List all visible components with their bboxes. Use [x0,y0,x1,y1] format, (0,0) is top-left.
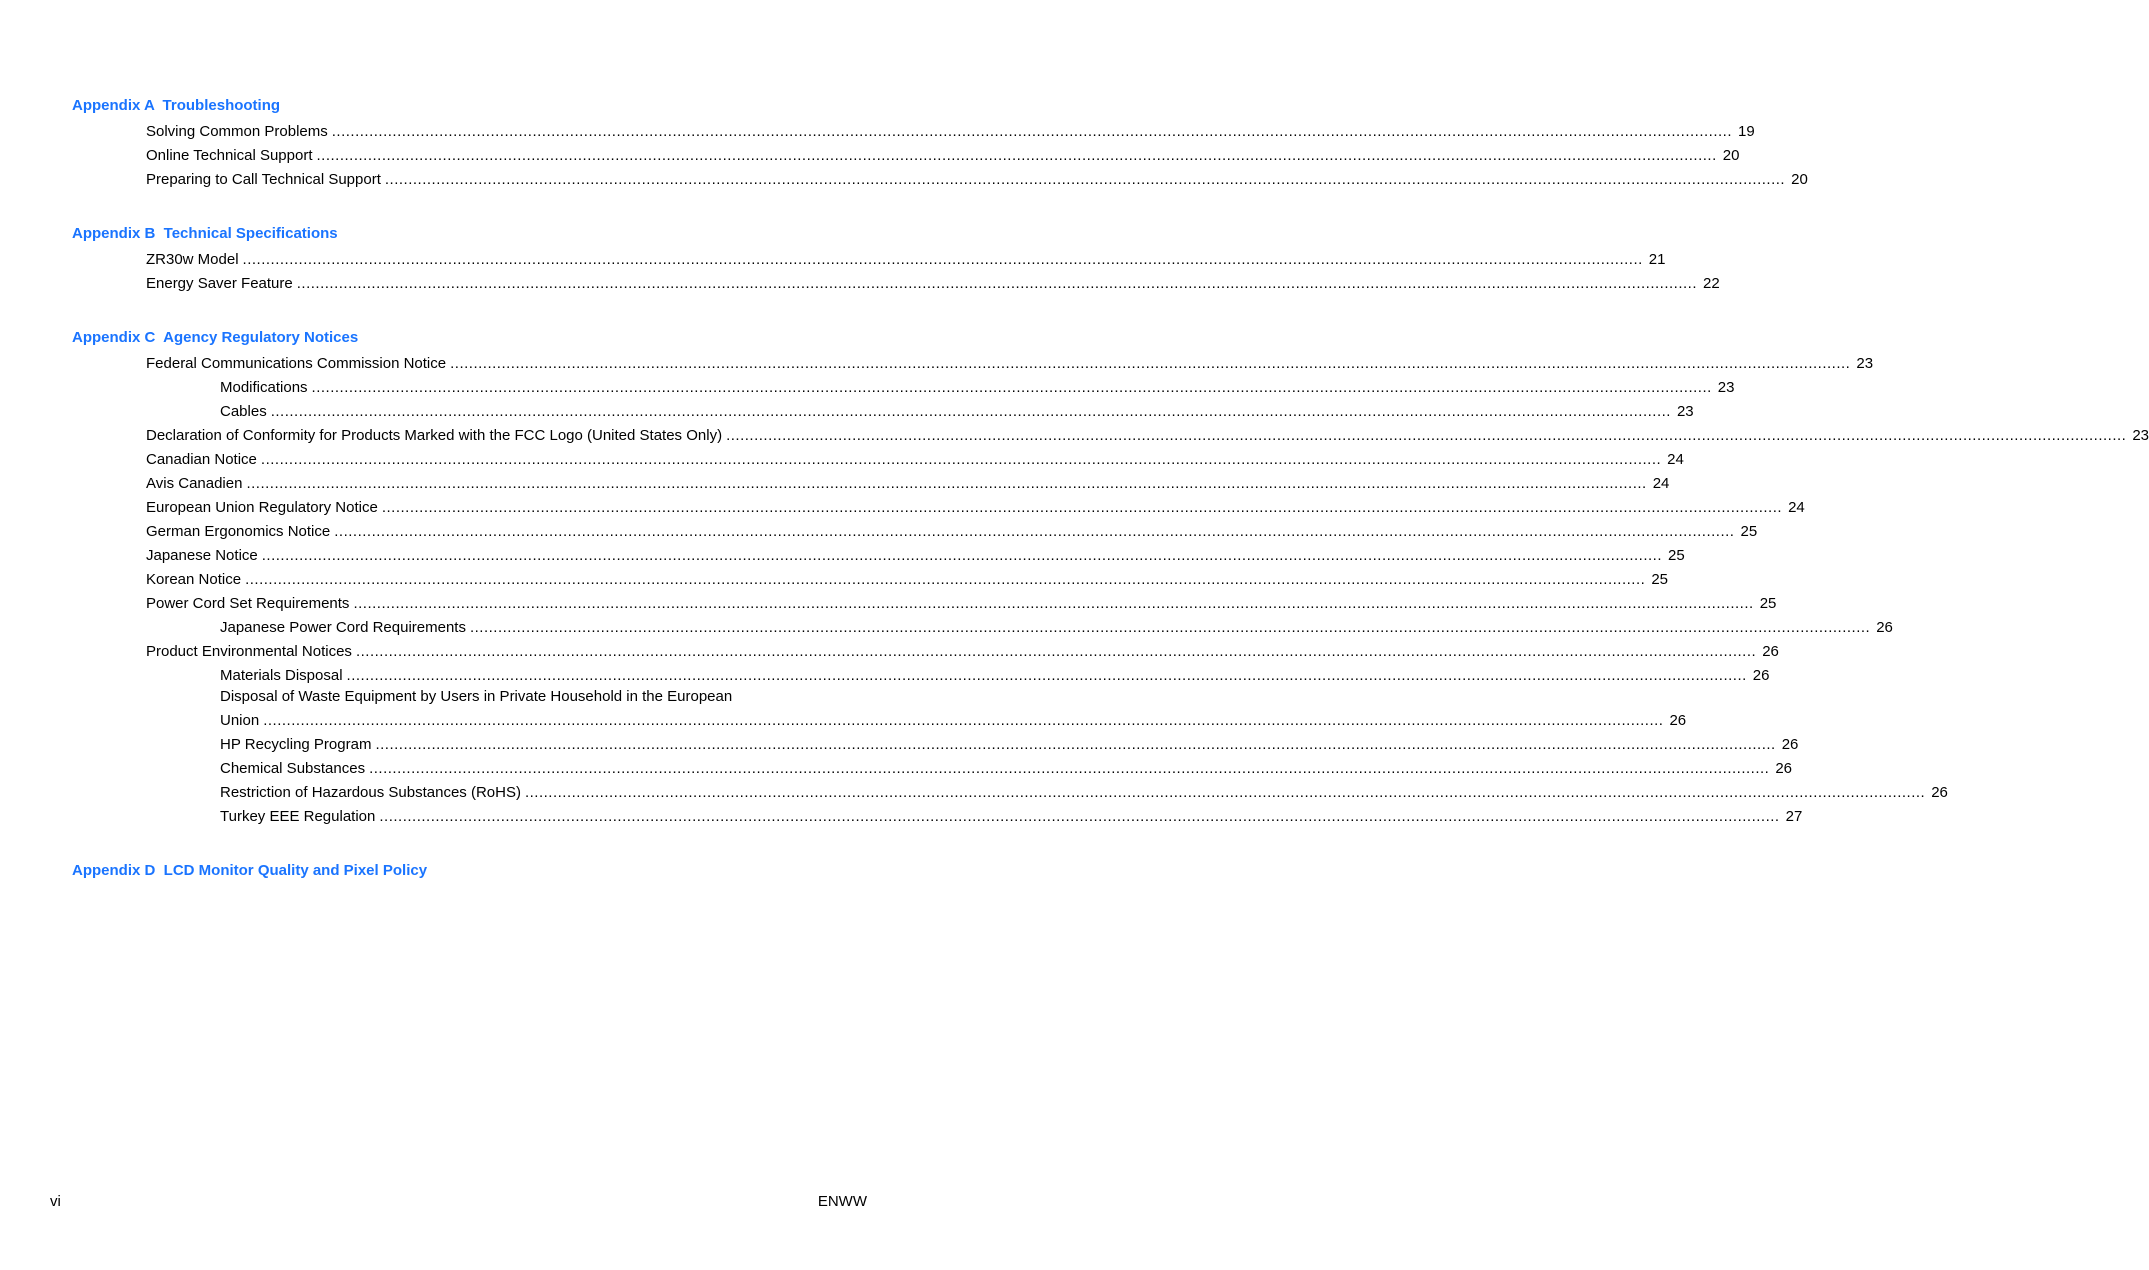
toc-entry-link[interactable] [146,640,1779,664]
toc-entry-title: Online Technical Support [146,144,317,168]
appendix-title-link[interactable]: Appendix B Technical Specifications [72,225,338,242]
toc-entry-title: Materials Disposal [220,664,347,688]
appendix-section [72,861,867,881]
dot-leader: ............................................................................................................................................................................................................................................................................................................ [726,427,2127,444]
appendix-section [72,96,1808,192]
toc-page-number: 26 [1776,733,1799,757]
toc-entry-title: Disposal of Waste Equipment by Users in Private Household in the European [220,688,733,705]
toc-entry-link[interactable] [220,757,1793,781]
document-code: ENWW [817,1193,867,1210]
table-of-contents [72,96,2149,913]
toc-page-number: 26 [1756,640,1779,664]
toc-page-number: 23 [2126,424,2149,448]
dot-leader: ............................................................................................................................................................................................................................................................................................................ [469,619,1871,636]
toc-entry-title: Federal Communications Commission Notice [146,352,450,376]
toc-entry-title: German Ergonomics Notice [146,520,334,544]
toc-page-number: 26 [1747,664,1770,688]
toc-entry-link[interactable] [146,496,1805,520]
toc-entry-title: Canadian Notice [146,448,261,472]
dot-leader: ............................................................................................................................................................................................................................................................................................................ [331,123,1732,140]
toc-entry-title: Japanese Notice [146,544,262,568]
toc-page-number: 20 [1717,144,1740,168]
dot-leader: ............................................................................................................................................................................................................................................................................................................ [353,595,1754,612]
dot-leader: ............................................................................................................................................................................................................................................................................................................ [296,275,1697,292]
toc-entry-title: Union [220,709,263,733]
dot-leader: ............................................................................................................................................................................................................................................................................................................ [450,355,1851,372]
toc-page-number: 24 [1782,496,1805,520]
toc-entry-title: Declaration of Conformity for Products Marked with the FCC Logo (United States Only) [146,424,726,448]
toc-page-number: 26 [1925,781,1948,805]
toc-entry-title: European Union Regulatory Notice [146,496,382,520]
dot-leader: ............................................................................................................................................................................................................................................................................................................ [260,451,1662,468]
dot-leader: ............................................................................................................................................................................................................................................................................................................ [369,760,1770,777]
toc-page-number: 27 [1780,805,1803,829]
toc-entry-title: Avis Canadien [146,472,246,496]
toc-entry-link[interactable] [220,805,1803,829]
dot-leader: ............................................................................................................................................................................................................................................................................................................ [316,147,1717,164]
dot-leader: ............................................................................................................................................................................................................................................................................................................ [381,499,1783,516]
toc-entry-title: HP Recycling Program [220,733,375,757]
dot-leader: ............................................................................................................................................................................................................................................................................................................ [270,403,1671,420]
toc-entry-link[interactable] [146,424,2149,448]
dot-leader: ............................................................................................................................................................................................................................................................................................................ [334,523,1735,540]
dot-leader: ............................................................................................................................................................................................................................................................................................................ [379,808,1780,825]
toc-entry-link[interactable] [146,272,1720,296]
toc-page-number: 23 [1671,400,1694,424]
toc-entry-title: Energy Saver Feature [146,272,297,296]
toc-page-number: 19 [1732,120,1755,144]
toc-entry-title: Solving Common Problems [146,120,332,144]
toc-page-number: 21 [1643,248,1666,272]
toc-page-number: 25 [1734,520,1757,544]
toc-entry-title: Korean Notice [146,568,245,592]
toc-entry-link[interactable] [146,568,1668,592]
toc-entry-link[interactable] [146,120,1755,144]
dot-leader: ............................................................................................................................................................................................................................................................................................................ [384,171,1786,188]
toc-entry-link[interactable] [220,733,1799,757]
toc-page-number: 25 [1754,592,1777,616]
toc-entry-link[interactable] [146,520,1758,544]
toc-page-number: 25 [1645,568,1668,592]
toc-entry-link[interactable] [146,352,1874,376]
toc-entry-link[interactable] [146,544,1685,568]
toc-page-number: 22 [1697,272,1720,296]
toc-entry-link[interactable] [220,781,1948,805]
toc-page-number: 23 [1850,352,1873,376]
toc-entry-link[interactable] [220,688,1687,733]
dot-leader: ............................................................................................................................................................................................................................................................................................................ [524,784,1926,801]
appendix-title-link[interactable]: Appendix A Troubleshooting [72,97,281,114]
toc-page-number: 26 [1870,616,1893,640]
toc-page-number: 26 [1663,709,1686,733]
dot-leader: ............................................................................................................................................................................................................................................................................................................ [263,712,1664,729]
toc-page-number: 25 [1662,544,1685,568]
toc-page-number: 24 [1661,448,1684,472]
dot-leader: ............................................................................................................................................................................................................................................................................................................ [261,547,1662,564]
toc-entry-link[interactable] [220,616,1893,640]
appendix-section [72,224,1720,296]
toc-entry-link[interactable] [146,248,1666,272]
toc-page-number: 24 [1647,472,1670,496]
toc-page-number: 20 [1785,168,1808,192]
appendix-section [72,328,2149,829]
toc-entry-link[interactable] [146,592,1777,616]
dot-leader: ............................................................................................................................................................................................................................................................................................................ [311,379,1712,396]
dot-leader: ............................................................................................................................................................................................................................................................................................................ [355,643,1757,660]
toc-entry-title: Turkey EEE Regulation [220,805,379,829]
toc-entry-title: Chemical Substances [220,757,369,781]
toc-entry-title: Power Cord Set Requirements [146,592,353,616]
toc-entry-link[interactable] [146,448,1684,472]
toc-entry-title: Cables [220,400,271,424]
dot-leader: ............................................................................................................................................................................................................................................................................................................ [246,475,1647,492]
dot-leader: ............................................................................................................................................................................................................................................................................................................ [245,571,1646,588]
toc-entry-title: Japanese Power Cord Requirements [220,616,470,640]
dot-leader: ............................................................................................................................................................................................................................................................................................................ [346,667,1747,684]
toc-entry-link[interactable] [146,168,1808,192]
toc-entry-link[interactable] [220,376,1735,400]
toc-page-number: 23 [1712,376,1735,400]
toc-entry-title: Restriction of Hazardous Substances (RoHS) [220,781,525,805]
toc-entry-link[interactable] [146,144,1740,168]
toc-entry-title: Product Environmental Notices [146,640,356,664]
dot-leader: ............................................................................................................................................................................................................................................................................................................ [375,736,1776,753]
toc-entry-link[interactable] [146,472,1670,496]
appendix-title-link[interactable]: Appendix C Agency Regulatory Notices [72,329,359,346]
toc-entry-title: Preparing to Call Technical Support [146,168,385,192]
appendix-title-link[interactable]: Appendix D LCD Monitor Quality and Pixel Policy [72,862,428,879]
toc-entry-title: Modifications [220,376,312,400]
page-number: vi [50,1193,61,1210]
dot-leader: ............................................................................................................................................................................................................................................................................................................ [242,251,1643,268]
toc-entry-title: ZR30w Model [146,248,243,272]
toc-entry-link[interactable] [220,400,1694,424]
toc-entry-link[interactable] [220,664,1770,688]
toc-page-number: 26 [1769,757,1792,781]
